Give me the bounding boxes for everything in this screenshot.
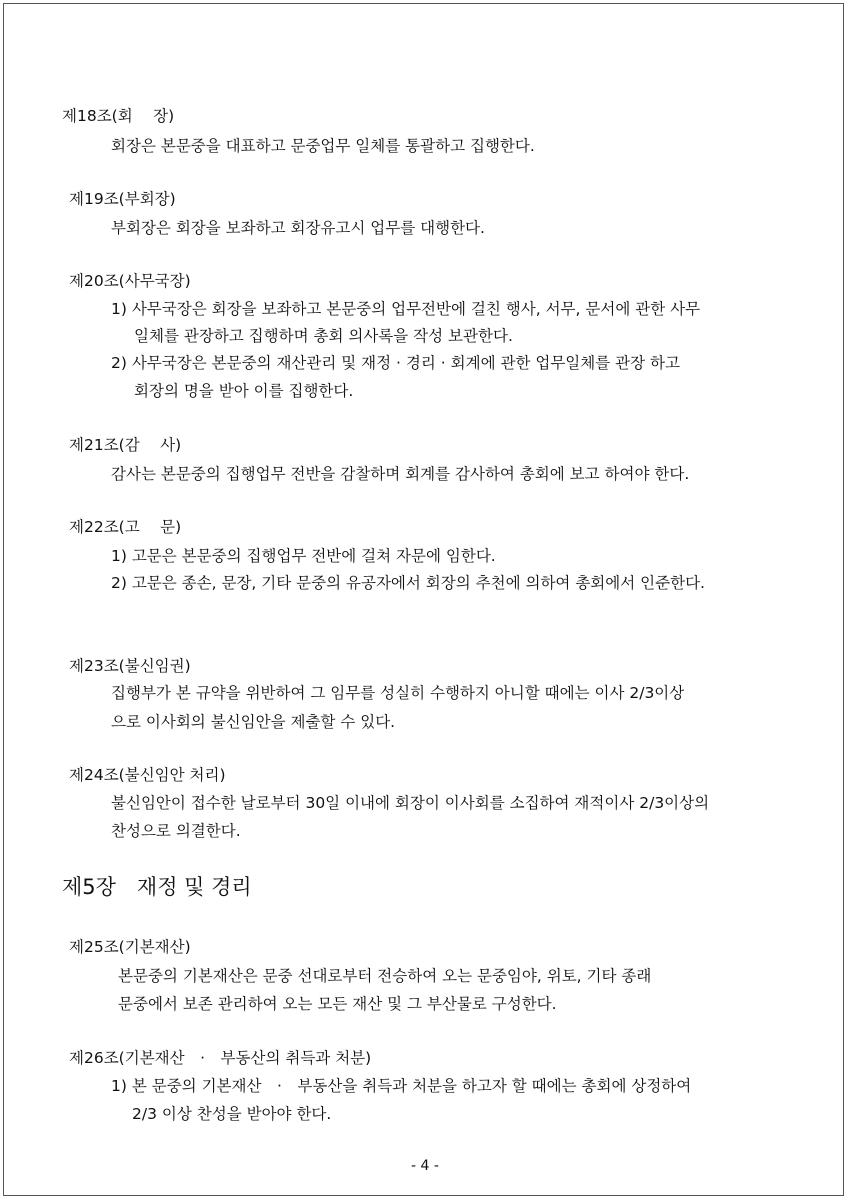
article-18-title: 제18조(회 장) [62,107,175,125]
article-23-line-2: 으로 이사회의 불신임안을 제출할 수 있다. [111,713,396,731]
article-25-line-1: 본문중의 기본재산은 문중 선대로부터 전승하여 오는 문중임야, 위토, 기타 종래 [118,967,652,985]
article-24-line-1: 불신임안이 접수한 날로부터 30일 이내에 회장이 이사회를 소집하여 재적이사 2/3이상의 [111,794,710,812]
article-23-title: 제23조(불신임권) [69,657,191,675]
article-20-line-1: 1) 사무국장은 회장을 보좌하고 본문중의 업무전반에 걸친 행사, 서무, 문서에 관한 사무 [111,300,701,318]
article-19-title: 제19조(부회장) [69,190,176,208]
chapter-5-heading: 제5장 재정 및 경리 [62,875,252,899]
article-18-line-1: 회장은 본문중을 대표하고 문중업무 일체를 통괄하고 집행한다. [111,137,535,155]
article-23-line-1: 집행부가 본 규약을 위반하여 그 임무를 성실히 수행하지 아니할 때에는 이사 2/3이상 [111,684,685,702]
article-26-line-1: 1) 본 문중의 기본재산 · 부동산을 취득과 처분을 하고자 할 때에는 총회에 상정하여 [111,1077,692,1095]
article-19-line-1: 부회장은 회장을 보좌하고 회장유고시 업무를 대행한다. [111,219,485,237]
article-22-line-2: 2) 고문은 종손, 문장, 기타 문중의 유공자에서 회장의 추천에 의하여 총회에서 인준한다. [111,574,705,592]
article-21-title: 제21조(감 사) [69,436,182,454]
article-26-title: 제26조(기본재산 · 부동산의 취득과 처분) [69,1049,372,1067]
article-25-line-2: 문중에서 보존 관리하여 오는 모든 재산 및 그 부산물로 구성한다. [118,995,557,1013]
article-24-title: 제24조(불신임안 처리) [69,766,226,784]
article-22-line-1: 1) 고문은 본문중의 집행업무 전반에 걸쳐 자문에 임한다. [111,547,496,565]
article-20-line-2: 일체를 관장하고 집행하며 총회 의사록을 작성 보관한다. [134,327,513,345]
article-24-line-2: 찬성으로 의결한다. [111,822,241,840]
article-21-line-1: 감사는 본문중의 집행업무 전반을 감찰하며 회계를 감사하여 총회에 보고 하여야 한다. [111,465,690,483]
document-page [3,3,844,1196]
article-20-line-4: 회장의 명을 받아 이를 집행한다. [134,382,354,400]
article-26-line-2: 2/3 이상 찬성을 받아야 한다. [132,1105,332,1123]
article-22-title: 제22조(고 문) [69,518,182,536]
article-25-title: 제25조(기본재산) [69,938,191,956]
article-20-title: 제20조(사무국장) [69,272,191,290]
article-20-line-3: 2) 사무국장은 본문중의 재산관리 및 재정 · 경리 · 회계에 관한 업무일체를 관장 하고 [111,354,680,372]
page-number: - 4 - [411,1158,439,1174]
